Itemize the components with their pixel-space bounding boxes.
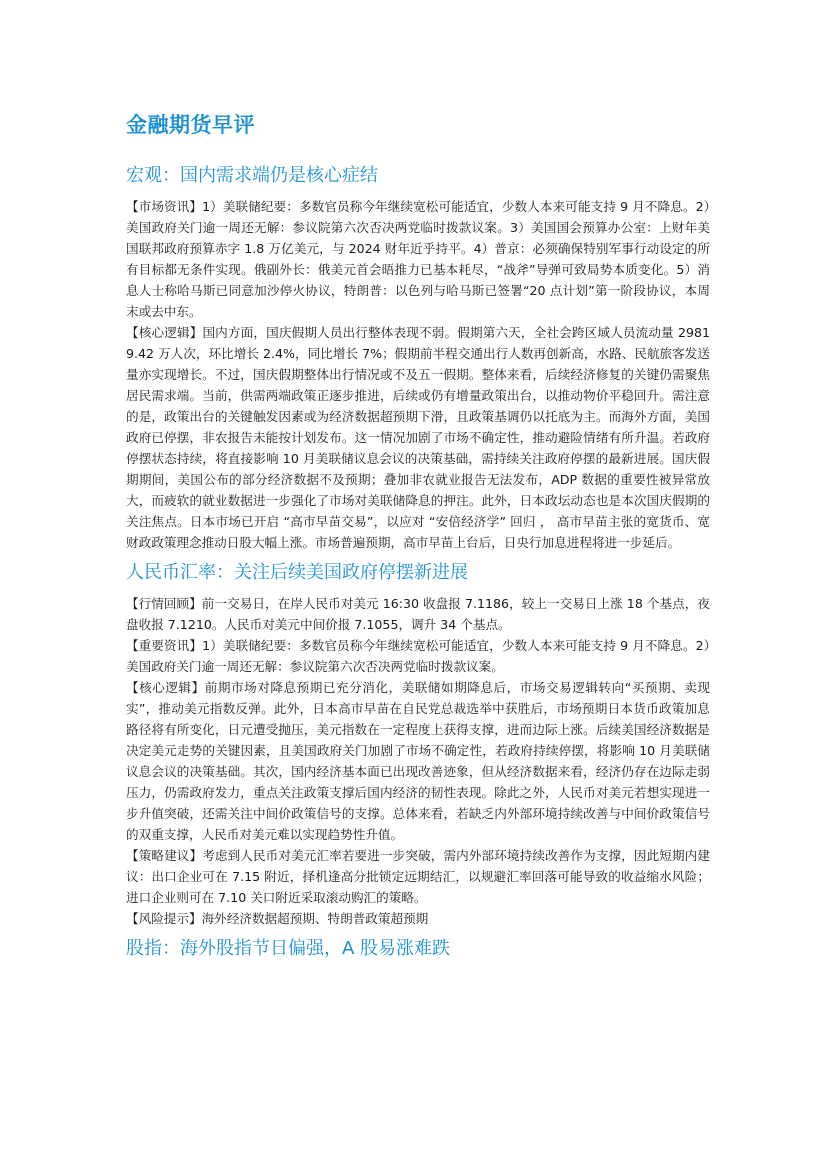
paragraph-tag: 【市场资讯】 xyxy=(126,199,203,214)
section-heading: 人民币汇率：关注后续美国政府停摆新进展 xyxy=(126,562,468,583)
paragraph-text: 1）美联储纪要：多数官员称今年继续宽松可能适宜，少数人本来可能支持 9 月不降息。2）美国政府关门逾一周还无解：参议院第六次否决两党临时拨款议案。 xyxy=(126,638,710,674)
paragraph-text: 考虑到人民币对美元汇率若要进一步突破，需内外部环境持续改善作为支撑，因此短期内建议：出口企业可在 7.15 附近，择机逢高分批锁定远期结汇，以规避汇率回落可能导致的收益缩水风险；进口企业则可在 7.10 关口附近采取滚动购汇的策略。 xyxy=(126,848,711,905)
section-heading: 宏观：国内需求端仍是核心症结 xyxy=(126,165,378,186)
section-heading: 股指：海外股指节日偏强，A 股易涨难跌 xyxy=(126,938,451,959)
paragraph-strategy xyxy=(126,845,710,908)
paragraph-key-news xyxy=(126,635,710,677)
paragraph-text: 海外经济数据超预期、特朗普政策超预期 xyxy=(201,911,429,926)
section-macro xyxy=(126,162,710,553)
paragraph-market-review xyxy=(126,593,710,635)
paragraph-market-news xyxy=(126,196,710,322)
paragraph-risk xyxy=(126,908,710,929)
paragraph-tag: 【风险提示】 xyxy=(126,911,202,926)
section-equity-index xyxy=(126,935,710,963)
paragraph-tag: 【核心逻辑】 xyxy=(126,325,203,340)
paragraph-core-logic xyxy=(126,677,710,845)
paragraph-text: 1）美联储纪要：多数官员称今年继续宽松可能适宜，少数人本来可能支持 9 月不降息。2）美国政府关门逾一周还无解：参议院第六次否决两党临时拨款议案。3）美国国会预算办公室：上财年美国联邦政府预算赤字 1.8 万亿美元，与 2024 财年近乎持平。4）普京：必须确保特别军事行动设定的所有目标都无条件实现。俄副外长：俄美元首会晤推力已基本耗尽，“战斧”导弹可致局势本质变化。5）消息人士称哈马斯已同意加沙停火协议，特朗普：以色列与哈马斯已签署“20 点计划”第一阶段协议，本周末或去中东。 xyxy=(126,199,710,319)
paragraph-text: 前期市场对降息预期已充分消化，美联储如期降息后，市场交易逻辑转向“买预期、卖现实”，推动美元指数反弹。此外，日本高市早苗在自民党总裁选举中获胜后，市场预期日本货币政策加息路径将有所变化，日元遭受抛压，美元指数在一定程度上获得支撑，进而边际上涨。后续美国经济数据是决定美元走势的关键因素，且美国政府关门加剧了市场不确定性，若政府持续停摆，将影响 10 月美联储议息会议的决策基础。其次，国内经济基本面已出现改善迹象，但从经济数据来看，经济仍存在边际走弱压力，仍需政府发力，重点关注政策支撑后国内经济的韧性表现。除此之外，人民币对美元若想实现进一步升值突破，还需关注中间价政策信号的支撑。总体来看，若缺乏内外部环境持续改善与中间价政策信号的双重支撑，人民币对美元难以实现趋势性升值。 xyxy=(126,680,710,842)
paragraph-tag: 【策略建议】 xyxy=(126,848,203,863)
paragraph-core-logic xyxy=(126,322,710,553)
document-page xyxy=(126,104,710,969)
paragraph-tag: 【重要资讯】 xyxy=(126,638,203,653)
document-title: 金融期货早评 xyxy=(126,113,255,137)
paragraph-text: 国内方面，国庆假期人员出行整体表现不弱。假期第六天，全社会跨区域人员流动量 29819.42 万人次，环比增长 2.4%，同比增长 7%；假期前半程交通出行人数再创新高，水路、民航旅客发送量亦实现增长。不过，国庆假期整体出行情况或不及五一假期。整体来看，后续经济修复的关键仍需聚焦居民需求端。当前，供需两端政策正逐步推进，后续或仍有增量政策出台，以推动物价平稳回升。需注意的是，政策出台的关键触发因素或为经济数据超预期下滑，且政策基调仍以托底为主。而海外方面，美国政府已停摆，非农报告未能按计划发布。这一情况加剧了市场不确定性，推动避险情绪有所升温。若政府停摆状态持续，将直接影响 10 月美联储议息会议的决策基础，需持续关注政府停摆的最新进展。国庆假期期间，美国公布的部分经济数据不及预期；叠加非农就业报告无法发布，ADP 数据的重要性被异常放大，而疲软的就业数据进一步强化了市场对美联储降息的押注。此外，日本政坛动态也是本次国庆假期的关注焦点。日本市场已开启 “高市早苗交易”，以应对 “安倍经济学” 回归 ， 高市早苗主张的宽货币、宽财政政策理念推动日股大幅上涨。市场普遍预期，高市早苗上台后，日央行加息进程将进一步延后。 xyxy=(126,325,710,550)
paragraph-text: 前一交易日，在岸人民币对美元 16:30 收盘报 7.1186，较上一交易日上涨 18 个基点，夜盘收报 7.1210。人民币对美元中间价报 7.1055，调升 34 个基点。 xyxy=(126,596,710,632)
paragraph-tag: 【行情回顾】 xyxy=(126,596,202,611)
section-rmb-fx xyxy=(126,559,710,929)
paragraph-tag: 【核心逻辑】 xyxy=(126,680,205,695)
